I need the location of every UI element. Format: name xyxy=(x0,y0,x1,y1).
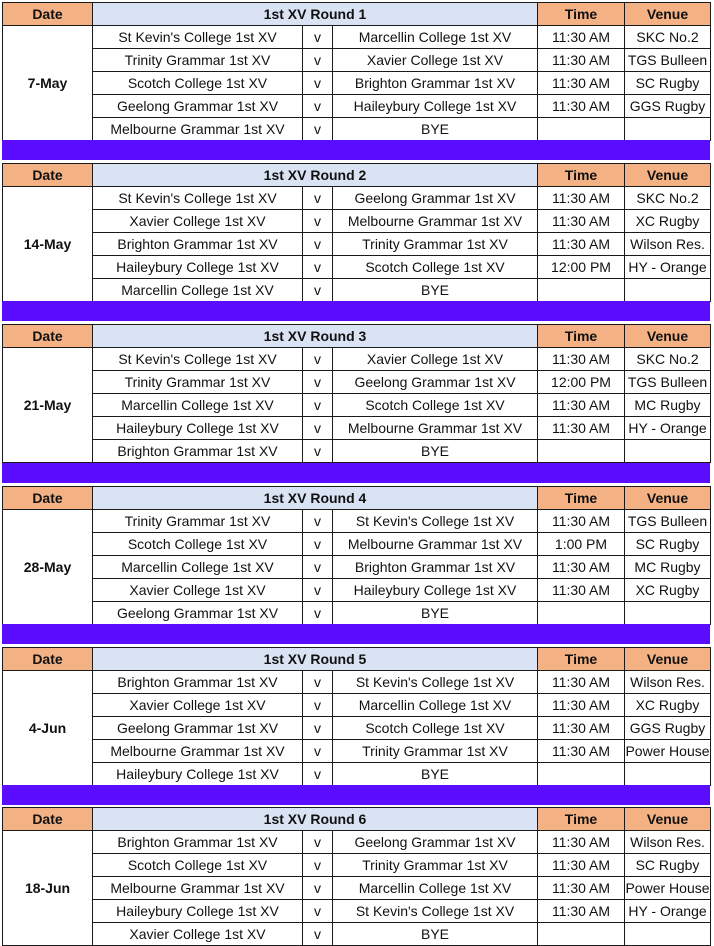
kickoff-time: 11:30 AM xyxy=(538,49,625,72)
round-date: 21-May xyxy=(3,348,93,463)
versus: v xyxy=(303,394,333,417)
away-team: BYE xyxy=(333,279,538,302)
round-separator-band xyxy=(2,301,710,321)
home-team: Geelong Grammar 1st XV xyxy=(93,717,303,740)
kickoff-time xyxy=(538,763,625,786)
match-row xyxy=(3,923,711,946)
kickoff-time: 11:30 AM xyxy=(538,717,625,740)
versus: v xyxy=(303,831,333,854)
home-team: Haileybury College 1st XV xyxy=(93,763,303,786)
venue xyxy=(625,923,711,946)
kickoff-time: 11:30 AM xyxy=(538,26,625,49)
venue xyxy=(625,279,711,302)
venue: XC Rugby xyxy=(625,210,711,233)
match-row xyxy=(3,348,711,371)
round-date: 7-May xyxy=(3,26,93,141)
home-team: Geelong Grammar 1st XV xyxy=(93,95,303,118)
venue xyxy=(625,118,711,141)
home-team: Scotch College 1st XV xyxy=(93,854,303,877)
round-header-row xyxy=(3,325,711,348)
round-separator-band xyxy=(2,140,710,160)
versus: v xyxy=(303,440,333,463)
away-team: BYE xyxy=(333,763,538,786)
versus: v xyxy=(303,510,333,533)
versus: v xyxy=(303,95,333,118)
venue-header: Venue xyxy=(625,487,711,510)
venue: MC Rugby xyxy=(625,394,711,417)
match-row xyxy=(3,900,711,923)
venue: SC Rugby xyxy=(625,72,711,95)
away-team: Melbourne Grammar 1st XV xyxy=(333,210,538,233)
match-row xyxy=(3,763,711,786)
kickoff-time: 11:30 AM xyxy=(538,394,625,417)
home-team: Trinity Grammar 1st XV xyxy=(93,49,303,72)
kickoff-time: 1:00 PM xyxy=(538,533,625,556)
away-team: Geelong Grammar 1st XV xyxy=(333,831,538,854)
venue: SKC No.2 xyxy=(625,26,711,49)
kickoff-time: 11:30 AM xyxy=(538,854,625,877)
versus: v xyxy=(303,371,333,394)
kickoff-time: 11:30 AM xyxy=(538,417,625,440)
venue: Power House xyxy=(625,877,711,900)
versus: v xyxy=(303,763,333,786)
kickoff-time: 11:30 AM xyxy=(538,877,625,900)
versus: v xyxy=(303,118,333,141)
match-row xyxy=(3,49,711,72)
venue: SC Rugby xyxy=(625,533,711,556)
match-row xyxy=(3,510,711,533)
match-row xyxy=(3,95,711,118)
kickoff-time: 11:30 AM xyxy=(538,233,625,256)
match-row xyxy=(3,233,711,256)
match-row xyxy=(3,440,711,463)
home-team: Brighton Grammar 1st XV xyxy=(93,831,303,854)
versus: v xyxy=(303,602,333,625)
versus: v xyxy=(303,900,333,923)
kickoff-time: 11:30 AM xyxy=(538,900,625,923)
versus: v xyxy=(303,694,333,717)
away-team: Scotch College 1st XV xyxy=(333,256,538,279)
round-date: 14-May xyxy=(3,187,93,302)
away-team: Trinity Grammar 1st XV xyxy=(333,740,538,763)
home-team: Melbourne Grammar 1st XV xyxy=(93,740,303,763)
home-team: Brighton Grammar 1st XV xyxy=(93,233,303,256)
away-team: Haileybury College 1st XV xyxy=(333,95,538,118)
round-table xyxy=(2,486,711,625)
round-table xyxy=(2,807,711,946)
match-row xyxy=(3,854,711,877)
home-team: Haileybury College 1st XV xyxy=(93,900,303,923)
round-separator-band xyxy=(2,624,710,644)
match-row xyxy=(3,740,711,763)
venue: SC Rugby xyxy=(625,854,711,877)
venue: HY - Orange xyxy=(625,417,711,440)
home-team: Haileybury College 1st XV xyxy=(93,417,303,440)
away-team: Marcellin College 1st XV xyxy=(333,26,538,49)
venue: HY - Orange xyxy=(625,900,711,923)
versus: v xyxy=(303,671,333,694)
away-team: Haileybury College 1st XV xyxy=(333,579,538,602)
kickoff-time: 11:30 AM xyxy=(538,671,625,694)
match-row xyxy=(3,371,711,394)
date-header: Date xyxy=(3,648,93,671)
kickoff-time: 11:30 AM xyxy=(538,72,625,95)
home-team: St Kevin's College 1st XV xyxy=(93,26,303,49)
round-table xyxy=(2,2,711,141)
versus: v xyxy=(303,533,333,556)
home-team: Melbourne Grammar 1st XV xyxy=(93,877,303,900)
away-team: Brighton Grammar 1st XV xyxy=(333,556,538,579)
versus: v xyxy=(303,877,333,900)
versus: v xyxy=(303,187,333,210)
away-team: St Kevin's College 1st XV xyxy=(333,900,538,923)
round-title: 1st XV Round 2 xyxy=(93,164,538,187)
versus: v xyxy=(303,579,333,602)
venue: Wilson Res. xyxy=(625,233,711,256)
match-row xyxy=(3,556,711,579)
venue xyxy=(625,602,711,625)
time-header: Time xyxy=(538,808,625,831)
date-header: Date xyxy=(3,487,93,510)
venue: HY - Orange xyxy=(625,256,711,279)
away-team: Scotch College 1st XV xyxy=(333,717,538,740)
away-team: BYE xyxy=(333,118,538,141)
venue: TGS Bulleen xyxy=(625,49,711,72)
kickoff-time: 12:00 PM xyxy=(538,256,625,279)
versus: v xyxy=(303,923,333,946)
match-row xyxy=(3,417,711,440)
venue: GGS Rugby xyxy=(625,95,711,118)
away-team: Marcellin College 1st XV xyxy=(333,694,538,717)
home-team: Xavier College 1st XV xyxy=(93,923,303,946)
venue-header: Venue xyxy=(625,648,711,671)
kickoff-time xyxy=(538,923,625,946)
round-header-row xyxy=(3,808,711,831)
match-row xyxy=(3,533,711,556)
away-team: Trinity Grammar 1st XV xyxy=(333,233,538,256)
venue: SKC No.2 xyxy=(625,187,711,210)
versus: v xyxy=(303,717,333,740)
kickoff-time: 11:30 AM xyxy=(538,510,625,533)
home-team: St Kevin's College 1st XV xyxy=(93,348,303,371)
versus: v xyxy=(303,49,333,72)
round-date: 28-May xyxy=(3,510,93,625)
match-row xyxy=(3,717,711,740)
kickoff-time: 11:30 AM xyxy=(538,579,625,602)
home-team: Geelong Grammar 1st XV xyxy=(93,602,303,625)
away-team: Xavier College 1st XV xyxy=(333,348,538,371)
away-team: Melbourne Grammar 1st XV xyxy=(333,417,538,440)
venue: TGS Bulleen xyxy=(625,510,711,533)
venue-header: Venue xyxy=(625,325,711,348)
home-team: Xavier College 1st XV xyxy=(93,694,303,717)
away-team: Scotch College 1st XV xyxy=(333,394,538,417)
round-table xyxy=(2,163,711,302)
away-team: Brighton Grammar 1st XV xyxy=(333,72,538,95)
venue: XC Rugby xyxy=(625,579,711,602)
venue: MC Rugby xyxy=(625,556,711,579)
home-team: Trinity Grammar 1st XV xyxy=(93,371,303,394)
round-separator-band xyxy=(2,785,710,805)
venue: Wilson Res. xyxy=(625,671,711,694)
match-row xyxy=(3,256,711,279)
away-team: Geelong Grammar 1st XV xyxy=(333,187,538,210)
away-team: BYE xyxy=(333,602,538,625)
time-header: Time xyxy=(538,3,625,26)
date-header: Date xyxy=(3,164,93,187)
versus: v xyxy=(303,256,333,279)
versus: v xyxy=(303,348,333,371)
kickoff-time: 11:30 AM xyxy=(538,831,625,854)
away-team: Geelong Grammar 1st XV xyxy=(333,371,538,394)
venue: XC Rugby xyxy=(625,694,711,717)
versus: v xyxy=(303,233,333,256)
kickoff-time: 11:30 AM xyxy=(538,95,625,118)
versus: v xyxy=(303,556,333,579)
home-team: Trinity Grammar 1st XV xyxy=(93,510,303,533)
home-team: Xavier College 1st XV xyxy=(93,579,303,602)
versus: v xyxy=(303,26,333,49)
kickoff-time xyxy=(538,602,625,625)
match-row xyxy=(3,394,711,417)
venue: Power House xyxy=(625,740,711,763)
venue xyxy=(625,440,711,463)
home-team: Marcellin College 1st XV xyxy=(93,394,303,417)
venue: Wilson Res. xyxy=(625,831,711,854)
match-row xyxy=(3,831,711,854)
versus: v xyxy=(303,417,333,440)
match-row xyxy=(3,187,711,210)
venue xyxy=(625,763,711,786)
home-team: Xavier College 1st XV xyxy=(93,210,303,233)
match-row xyxy=(3,694,711,717)
match-row xyxy=(3,579,711,602)
home-team: Marcellin College 1st XV xyxy=(93,556,303,579)
time-header: Time xyxy=(538,487,625,510)
away-team: Xavier College 1st XV xyxy=(333,49,538,72)
away-team: BYE xyxy=(333,923,538,946)
round-title: 1st XV Round 6 xyxy=(93,808,538,831)
away-team: St Kevin's College 1st XV xyxy=(333,671,538,694)
away-team: Marcellin College 1st XV xyxy=(333,877,538,900)
versus: v xyxy=(303,72,333,95)
away-team: BYE xyxy=(333,440,538,463)
round-header-row xyxy=(3,648,711,671)
kickoff-time: 11:30 AM xyxy=(538,694,625,717)
kickoff-time xyxy=(538,118,625,141)
home-team: Brighton Grammar 1st XV xyxy=(93,440,303,463)
round-title: 1st XV Round 4 xyxy=(93,487,538,510)
time-header: Time xyxy=(538,325,625,348)
round-header-row xyxy=(3,3,711,26)
home-team: Scotch College 1st XV xyxy=(93,72,303,95)
round-table xyxy=(2,324,711,463)
kickoff-time: 12:00 PM xyxy=(538,371,625,394)
kickoff-time: 11:30 AM xyxy=(538,348,625,371)
match-row xyxy=(3,26,711,49)
kickoff-time: 11:30 AM xyxy=(538,187,625,210)
kickoff-time: 11:30 AM xyxy=(538,210,625,233)
venue-header: Venue xyxy=(625,808,711,831)
match-row xyxy=(3,210,711,233)
time-header: Time xyxy=(538,648,625,671)
venue: TGS Bulleen xyxy=(625,371,711,394)
kickoff-time: 11:30 AM xyxy=(538,556,625,579)
venue: GGS Rugby xyxy=(625,717,711,740)
date-header: Date xyxy=(3,808,93,831)
match-row xyxy=(3,118,711,141)
time-header: Time xyxy=(538,164,625,187)
match-row xyxy=(3,602,711,625)
round-title: 1st XV Round 5 xyxy=(93,648,538,671)
round-title: 1st XV Round 3 xyxy=(93,325,538,348)
versus: v xyxy=(303,210,333,233)
match-row xyxy=(3,671,711,694)
versus: v xyxy=(303,854,333,877)
home-team: Haileybury College 1st XV xyxy=(93,256,303,279)
venue-header: Venue xyxy=(625,3,711,26)
date-header: Date xyxy=(3,3,93,26)
away-team: Melbourne Grammar 1st XV xyxy=(333,533,538,556)
match-row xyxy=(3,72,711,95)
round-date: 4-Jun xyxy=(3,671,93,786)
kickoff-time: 11:30 AM xyxy=(538,740,625,763)
date-header: Date xyxy=(3,325,93,348)
venue: SKC No.2 xyxy=(625,348,711,371)
round-date: 18-Jun xyxy=(3,831,93,946)
home-team: St Kevin's College 1st XV xyxy=(93,187,303,210)
match-row xyxy=(3,877,711,900)
kickoff-time xyxy=(538,279,625,302)
home-team: Melbourne Grammar 1st XV xyxy=(93,118,303,141)
round-header-row xyxy=(3,164,711,187)
home-team: Brighton Grammar 1st XV xyxy=(93,671,303,694)
round-title: 1st XV Round 1 xyxy=(93,3,538,26)
versus: v xyxy=(303,740,333,763)
match-row xyxy=(3,279,711,302)
home-team: Marcellin College 1st XV xyxy=(93,279,303,302)
round-separator-band xyxy=(2,463,710,483)
round-header-row xyxy=(3,487,711,510)
kickoff-time xyxy=(538,440,625,463)
round-table xyxy=(2,647,711,786)
home-team: Scotch College 1st XV xyxy=(93,533,303,556)
away-team: St Kevin's College 1st XV xyxy=(333,510,538,533)
away-team: Trinity Grammar 1st XV xyxy=(333,854,538,877)
versus: v xyxy=(303,279,333,302)
venue-header: Venue xyxy=(625,164,711,187)
